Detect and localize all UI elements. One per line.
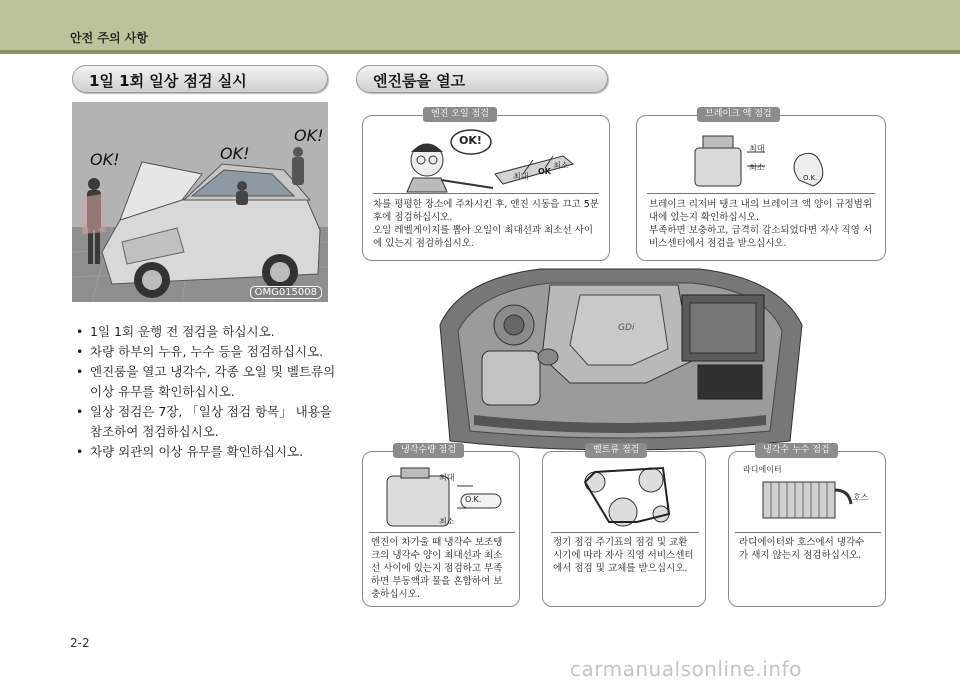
belt-tab: 벨트류 점검 bbox=[585, 443, 647, 458]
engine-oil-tab: 엔진 오일 점검 bbox=[423, 107, 497, 122]
oil-max-label: 최대 bbox=[513, 172, 529, 181]
daily-check-bullet-list bbox=[74, 322, 338, 462]
brake-fluid-divider bbox=[647, 193, 875, 194]
brake-fluid-box bbox=[636, 109, 886, 261]
section-title-daily-check bbox=[72, 65, 328, 93]
brake-min-label: 최소 bbox=[749, 163, 765, 172]
radiator-text bbox=[739, 536, 885, 562]
engine-oil-box bbox=[362, 109, 610, 261]
radiator-tab: 냉각수 누수 점검 bbox=[755, 443, 838, 458]
section-title-daily-check-text: 1일 1회 일상 점검 실시 bbox=[89, 72, 247, 90]
coolant-text-line: 크의 냉각수 양이 최대선과 최소 bbox=[371, 550, 503, 561]
engine-oil-text bbox=[373, 198, 603, 250]
engine-oil-text-line: 오일 레벨게이지를 뽑아 오일이 최대선과 최소선 사이 bbox=[373, 225, 594, 236]
radiator-text-line: 가 새지 않는지 점검하십시오. bbox=[739, 550, 862, 561]
header-underline bbox=[0, 50, 960, 54]
brake-fluid-text bbox=[649, 198, 881, 250]
car-inspection-photo bbox=[72, 102, 328, 302]
coolant-tab: 냉각수량 점검 bbox=[393, 443, 464, 458]
coolant-text-line: 충하십시오. bbox=[371, 589, 420, 600]
belt-divider bbox=[551, 532, 699, 533]
coolant-text-line: 선 사이에 있는지 점검하고 부족 bbox=[371, 563, 503, 574]
bullet-item: • 엔진룸을 열고 냉각수, 각종 오일 및 벨트류의 이상 유무를 확인하십시오. bbox=[74, 362, 338, 402]
belt-box bbox=[542, 445, 706, 607]
engine-oil-divider bbox=[373, 193, 599, 194]
bullet-item: • 차량 하부의 누유, 누수 등을 점검하십시오. bbox=[74, 342, 338, 362]
bullet-item: • 차량 외관의 이상 유무를 확인하십시오. bbox=[74, 442, 338, 462]
brake-fluid-text-line: 부족하면 보충하고, 급격히 감소되었다면 자사 직영 서 bbox=[649, 225, 873, 236]
belt-text-line: 에서 점검 및 교체를 받으십시오. bbox=[553, 563, 688, 574]
engine-oil-text-line: 차를 평평한 장소에 주차시킨 후, 엔진 시동을 끄고 5분 bbox=[373, 199, 599, 210]
section-title-engine-room-text: 엔진룸을 열고 bbox=[373, 72, 466, 90]
brake-fluid-text-line: 내에 있는지 확인하십시오. bbox=[649, 212, 760, 223]
radiator-box bbox=[728, 445, 886, 607]
page-number: 2-2 bbox=[70, 636, 90, 650]
radiator-illustration bbox=[755, 474, 855, 530]
watermark: carmanualsonline.info bbox=[570, 657, 802, 681]
coolant-text-line: 하면 부동액과 물을 혼합하여 보 bbox=[371, 576, 503, 587]
coolant-text-line: 엔진이 차가울 때 냉각수 보조탱 bbox=[371, 537, 503, 548]
belt-illustration bbox=[573, 464, 677, 530]
brake-fluid-text-line: 브레이크 리저버 탱크 내의 브레이크 액 양이 규정범위 bbox=[649, 199, 873, 210]
belt-text-line: 정기 점검 주기표의 점검 및 교환 bbox=[553, 537, 688, 548]
bullet-item: • 1일 1회 운행 전 점검을 하십시오. bbox=[74, 322, 338, 342]
brake-max-label: 최대 bbox=[749, 144, 765, 153]
coolant-max-label: 최대 bbox=[439, 473, 455, 482]
header-title: 안전 주의 사항 bbox=[70, 31, 148, 45]
section-title-engine-room bbox=[356, 65, 608, 93]
engine-oil-text-line: 후에 점검하십시오. bbox=[373, 212, 453, 223]
belt-text bbox=[553, 536, 705, 575]
brake-fluid-text-line: 비스센터에서 점검을 받으십시오. bbox=[649, 238, 787, 249]
bullet-item: • 일상 점검은 7장, 「일상 점검 항목」 내용을 참조하여 점검하십시오. bbox=[74, 402, 338, 442]
hose-label: 호스 bbox=[853, 493, 869, 502]
engine-bay-illustration bbox=[430, 265, 810, 455]
radiator-divider bbox=[735, 532, 881, 533]
coolant-min-label: 최소 bbox=[439, 517, 455, 526]
brake-fluid-tab: 브레이크 액 점검 bbox=[697, 107, 780, 122]
engine-gdi-badge: GDi bbox=[618, 323, 635, 333]
belt-text-line: 시기에 따라 자사 직영 서비스센터 bbox=[553, 550, 694, 561]
car-inspection-illustration bbox=[72, 102, 328, 302]
coolant-text bbox=[371, 536, 517, 601]
oil-ok-bubble: OK! bbox=[459, 134, 482, 147]
coolant-box bbox=[362, 445, 520, 607]
brake-fluid-illustration bbox=[687, 126, 847, 192]
oil-min-label: 최소 bbox=[553, 161, 569, 170]
coolant-ok-label: O.K. bbox=[465, 495, 482, 504]
ok-label-2: OK! bbox=[220, 144, 250, 163]
radiator-text-line: 라디에이터와 호스에서 냉각수 bbox=[739, 537, 865, 548]
photo-code: OMG015008 bbox=[250, 286, 322, 299]
radiator-label: 라디에이터 bbox=[743, 465, 782, 474]
engine-bay-drawing bbox=[430, 265, 810, 455]
brake-ok-label: O.K. bbox=[803, 174, 818, 182]
coolant-divider bbox=[369, 532, 515, 533]
oil-ok-label: OK bbox=[538, 167, 551, 176]
ok-label-1: OK! bbox=[90, 150, 120, 169]
ok-label-3: OK! bbox=[294, 126, 324, 145]
engine-oil-text-line: 에 있는지 점검하십시오. bbox=[373, 238, 474, 249]
